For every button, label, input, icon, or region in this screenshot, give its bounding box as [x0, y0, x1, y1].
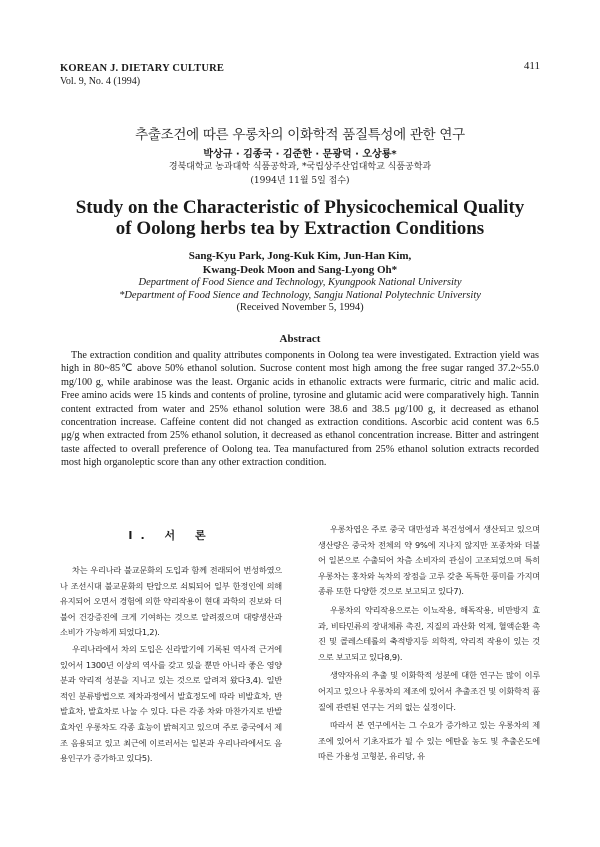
- english-affiliation: [0, 276, 600, 302]
- korean-title: 추출조건에 따른 우롱차의 이화학적 품질특성에 관한 연구: [135, 127, 465, 143]
- english-title-line2: of Oolong herbs tea by Extraction Conditions: [115, 218, 485, 239]
- english-title: [0, 197, 600, 239]
- body-paragraph: 우롱차의 약리작용으로는 이뇨작용, 해독작용, 비만방지 효과, 비타민류의 장내체류 촉진, 지질의 과산화 억제, 혈액순환 촉진 및 콜레스테롤의 축적방지등 의학적, 약리적 작용이 있는 것으로 보고되고 있다8,9).: [318, 604, 540, 662]
- english-title-line1: Study on the Characteristic of Physicochemical Quality: [75, 197, 525, 218]
- body-paragraph: 차는 우리나라 불교문화의 도입과 함께 전래되어 번성하였으나 조선시대 불교문화의 탄압으로 쇠퇴되어 일부 한정인에 의해 유지되어 오면서 경험에 의한 약리작용이 현대 과학의 진보와 더불어 건강증진에 크게 기여하는 것으로 알려졌으며 대량생산과 소비가 가능하게 되었다1,2).: [60, 565, 282, 638]
- abstract-heading: Abstract: [279, 333, 321, 345]
- section-heading-introduction: I. 서 론: [128, 529, 214, 542]
- english-authors: [0, 249, 600, 277]
- english-authors-line2: Kwang-Deok Moon and Sang-Lyong Oh*: [202, 264, 398, 276]
- body-paragraph: 우롱차엽은 주로 중국 대만성과 복건성에서 생산되고 있으며 생산량은 중국차 전체의 약 9%에 지나지 않지만 포종차와 더불어 일본으로 수출되어 차츰 소비자의 관심이 고조되었으며 특히 우롱차는 홍차와 녹차의 장점을 고루 갖춘 독특한 풍미를 가지며 종류 또한 다양한 것으로 보고되고 있다7).: [318, 524, 540, 597]
- abstract-text: The extraction condition and quality attributes components in Oolong tea were investigated. Extraction yield was high in 80~85℃ above 50% ethanol solution. Sucrose content most high among the free sugar ranged 37.2~55.0 mg/100 g, while arabinose was the least. Organic acids in ethanolic extracts were furmaric, citric and malic acid. Free amino acids were 15 kinds and contents of proline, tyrosine and glutamic acid were comparatively high. Tannin content extracted from water and 25% ethanol solution were 38.6 and 38.5 μg/100 g, it decreased as ethanol concentration increase. Caffeine content did not changed as extraction conditions. Ascorbic acid content was 6.5 μg/g when extracted from 25% ethanol solution, it decreased as ethanol concentration increase. Bitter and astringent taste affected to overall preference of Oolong tea. Tea manufactured from 25% ethanol solution extracts recorded most high organoleptic score than any other extraction condition.: [61, 350, 539, 469]
- korean-affiliation: 경북대학교 농과대학 식품공학과, *국립상주산업대학교 식품공학과: [168, 162, 432, 172]
- page-number: 411: [523, 60, 540, 72]
- english-affiliation-line1: Department of Food Sience and Technology, Kyungpook National University: [138, 277, 462, 288]
- journal-name: KOREAN J. DIETARY CULTURE: [60, 63, 225, 74]
- english-received-date: (Received November 5, 1994): [236, 302, 364, 313]
- body-paragraph: 따라서 본 연구에서는 그 수요가 증가하고 있는 우롱차의 제조에 있어서 기초자료가 될 수 있는 에탄올 농도 및 추출온도에 따른 가용성 고형분, 유리당, 유: [318, 720, 540, 762]
- english-authors-line1: Sang-Kyu Park, Jong-Kuk Kim, Jun-Han Kim,: [188, 250, 412, 262]
- body-paragraph: 우리나라에서 차의 도입은 신라말기에 기록된 역사적 근거에 있어서 1300년 이상의 역사를 갖고 있을 뿐만 아니라 좋은 영양분과 약리적 성분을 지니고 있는 것으로 알려져 왔다3,4). 일반적인 분류방법으로 제차과정에서 발효정도에 따라 비발효차, 반발효차, 발효차로 나눌 수 있다. 다른 각종 차와 마찬가지로 반발효차인 우롱차도 각종 효능이 밝혀지고 있으며 주로 중국에서 제조 음용되고 있고 최근에 이르러서는 일본과 우리나라에서도 음용인구가 증가하고 있다5).: [60, 643, 282, 764]
- body-paragraph: 생약자유의 추출 및 이화학적 성분에 대한 연구는 많이 이루어지고 있으나 우롱차의 제조에 있어서 추출조건 및 이화학적 품질에 관련된 연구는 거의 없는 실정이다.: [318, 670, 540, 712]
- korean-received-date: (1994년 11월 5일 접수): [250, 176, 350, 186]
- body-right-column: [318, 522, 540, 768]
- body-left-column: [60, 527, 282, 768]
- journal-volume: Vol. 9, No. 4 (1994): [60, 76, 141, 87]
- korean-authors: 박상규 · 김종국 · 김준한 · 문광덕 · 오상룡*: [203, 149, 397, 160]
- english-affiliation-line2: *Department of Food Sience and Technology, Sangju National Polytechnic University: [119, 290, 481, 301]
